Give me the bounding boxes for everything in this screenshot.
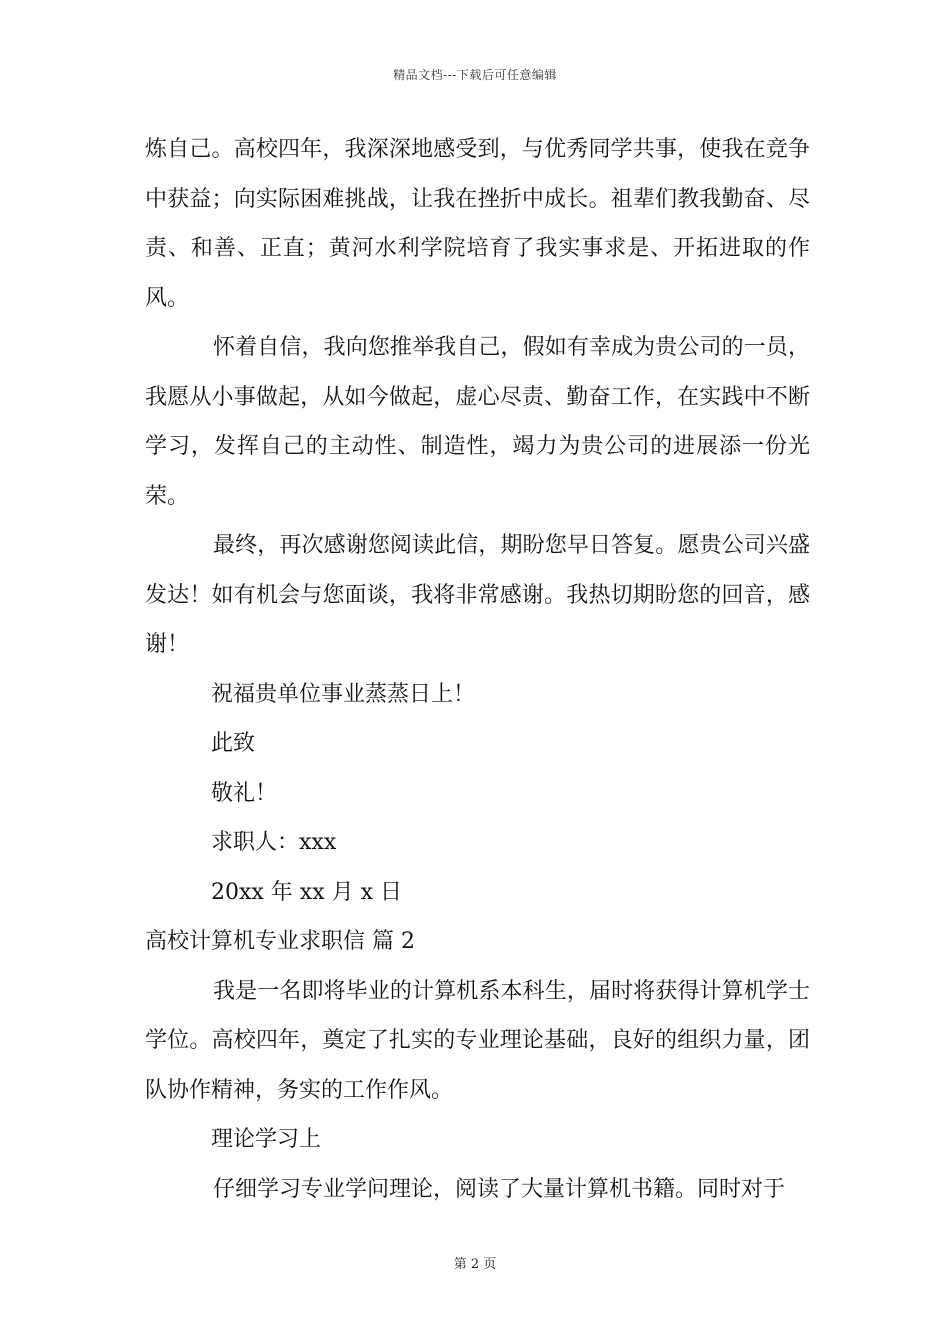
paragraph-5: 仔细学习专业学问理论，阅读了大量计算机书籍。同时对于: [213, 1176, 786, 1202]
paragraph-1: 炼自己。高校四年，我深深地感受到，与优秀同学共事，使我在竞争中获益；向实际困难挑战，让我在挫折中成长。祖辈们教我勤奋、尽责、和善、正直；黄河水利学院培育了我实事求是、开拓进取的作风。: [145, 137, 810, 311]
subheading: 理论学习上: [211, 1127, 322, 1152]
section-title: 高校计算机专业求职信 篇 2: [145, 929, 415, 954]
paragraph-2: 怀着自信，我向您推举我自己，假如有幸成为贵公司的一员，我愿从小事做起，从如今做起，虚心尽责、勤奋工作，在实践中不断学习，发挥自己的主动性、制造性，竭力为贵公司的进展添一份光荣。: [145, 335, 810, 509]
page-header: 精品文档---下载后可任意编辑: [393, 68, 557, 82]
signature-line: 求职人：xxx: [211, 830, 337, 855]
paragraph-4: 我是一名即将毕业的计算机系本科生，届时将获得计算机学士学位。高校四年，奠定了扎实的专业理论基础，良好的组织力量，团队协作精神，务实的工作作风。: [145, 978, 810, 1103]
closing-line-2: 敬礼！: [211, 780, 278, 806]
closing-line-1: 此致: [211, 731, 256, 756]
blessing-line: 祝福贵单位事业蒸蒸日上！: [211, 681, 476, 707]
paragraph-3: 最终，再次感谢您阅读此信，期盼您早日答复。愿贵公司兴盛发达！如有机会与您面谈，我将非常感谢。我热切期盼您的回音，感谢！: [145, 533, 810, 657]
document-body: [145, 125, 810, 1214]
date-line: 20xx 年 xx 月 x 日: [211, 879, 402, 905]
page-number: 第 2 页: [453, 1257, 497, 1272]
